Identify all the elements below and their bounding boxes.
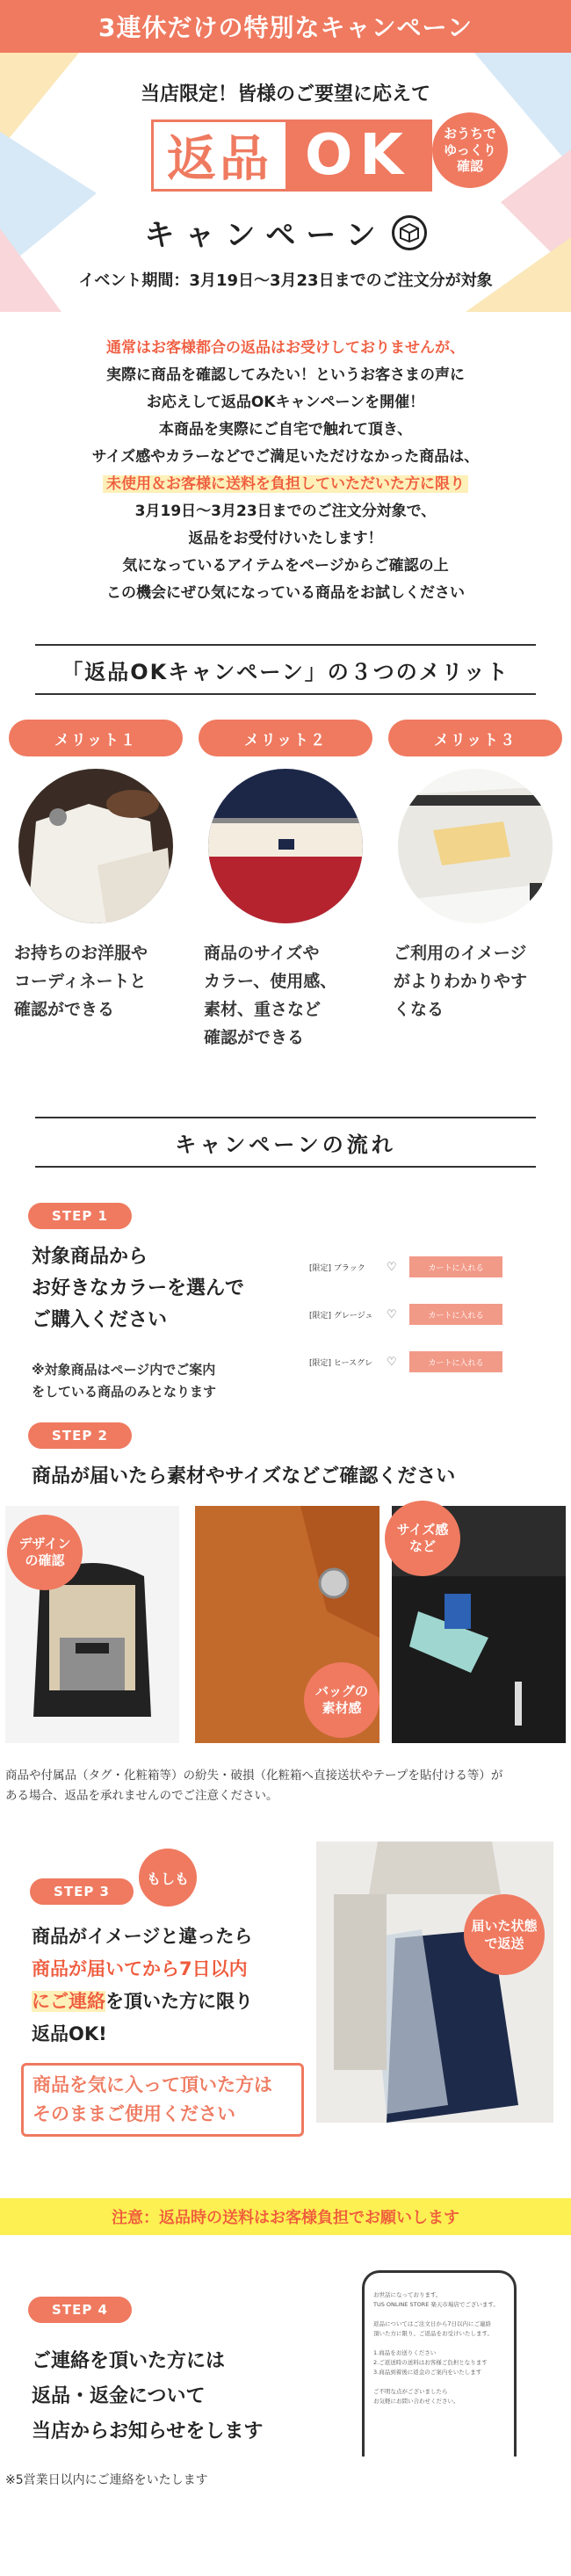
outfit-photo bbox=[18, 769, 173, 923]
note-line: をしている商品のみとなります bbox=[32, 1384, 217, 1400]
step-label: STEP 1 bbox=[28, 1203, 132, 1229]
product-photos bbox=[0, 1506, 571, 1748]
intro-line: 返品をお受付けいたします！ bbox=[188, 530, 383, 547]
phone-message-mockup bbox=[362, 2270, 517, 2457]
phone-line: お気軽にお問い合わせください。 bbox=[373, 2398, 459, 2405]
intro-line: 通常はお客様都合の返品はお受けしておりませんが、 bbox=[106, 339, 465, 357]
merit-description bbox=[199, 939, 372, 1052]
add-to-cart-button[interactable]: カートに入れる bbox=[409, 1351, 502, 1372]
intro-line: お応えして返品OKキャンペーンを開催！ bbox=[146, 394, 425, 411]
package-icon bbox=[392, 215, 427, 250]
step-line: 返品OK! bbox=[32, 2023, 107, 2044]
merit-line: 商品のサイズや bbox=[204, 944, 320, 963]
merit-line: お持ちのお洋服や bbox=[14, 944, 148, 963]
phone-line: 3.商品到着後に返金のご案内をいたします bbox=[373, 2369, 482, 2376]
merit-description bbox=[9, 939, 183, 1024]
heart-icon[interactable]: ♡ bbox=[387, 1355, 397, 1369]
step-description bbox=[32, 1921, 253, 2051]
intro-line: 本商品を実際にご自宅で触れて頂き、 bbox=[158, 421, 413, 438]
badge-line: バッグの bbox=[314, 1682, 368, 1699]
material-badge bbox=[304, 1662, 379, 1738]
step-line: 当店からお知らせをします bbox=[32, 2420, 264, 2442]
merit-line: 確認ができる bbox=[14, 1000, 115, 1019]
phone-line: 返品についてはご注文日から7日以内にご連絡 bbox=[373, 2320, 492, 2327]
return-caution-note bbox=[0, 1748, 571, 1806]
shipping-warning: 注意：返品時の送料はお客様負担でお願いします bbox=[0, 2198, 571, 2235]
step-line: ご購入ください bbox=[32, 1309, 168, 1331]
merit-line: 確認ができる bbox=[204, 1028, 305, 1047]
flow-title: キャンペーンの流れ bbox=[35, 1117, 536, 1168]
phone-line: ご不明な点がございましたら bbox=[373, 2388, 448, 2395]
intro-line: この機会にぜひ気になっている商品をお試しください bbox=[106, 584, 465, 602]
badge-line: 届いた状態 bbox=[471, 1917, 538, 1934]
contact-timing-note: ※5営業日以内にご連絡をいたします bbox=[5, 2473, 208, 2487]
phone-line: 2.ご返送時の送料はお客様ご負担となります bbox=[373, 2359, 488, 2366]
step-line: 対象商品から bbox=[32, 1246, 148, 1268]
intro-line: 3月19日〜3月23日までのご注文分対象で、 bbox=[134, 503, 437, 520]
badge-line: デザイン bbox=[18, 1535, 71, 1552]
merit-line: カラー、使用感、 bbox=[204, 972, 337, 991]
hero-subtitle: 当店限定！皆様のご要望に応えて bbox=[140, 83, 430, 105]
step-label: STEP 4 bbox=[28, 2297, 132, 2323]
merit-card bbox=[388, 720, 562, 1052]
home-check-badge bbox=[432, 112, 508, 188]
merit-line: ご利用のイメージ bbox=[394, 944, 527, 963]
hero-campaign bbox=[0, 211, 571, 254]
color-option-row bbox=[309, 1303, 502, 1326]
badge-line: 素材感 bbox=[322, 1700, 362, 1716]
hero-logo bbox=[151, 119, 432, 192]
step-line: を頂いた方に限り bbox=[105, 1991, 253, 2012]
moshi-badge: もしも bbox=[139, 1849, 197, 1907]
merit-list bbox=[0, 695, 571, 1052]
step-note bbox=[32, 1359, 216, 1403]
badge-line: サイズ感 bbox=[396, 1521, 449, 1538]
color-name: [限定] グレージュ bbox=[309, 1311, 373, 1321]
badge-line: で返送 bbox=[484, 1936, 524, 1951]
heart-icon[interactable]: ♡ bbox=[387, 1307, 397, 1321]
step-description bbox=[32, 2344, 263, 2449]
phone-line: お世話になっております。 bbox=[373, 2291, 442, 2298]
size-badge bbox=[385, 1501, 460, 1576]
merit-card bbox=[199, 720, 372, 1052]
banner-title: 3連休だけの特別なキャンペーン bbox=[98, 13, 473, 42]
bag-detail-photo bbox=[208, 769, 363, 923]
color-option-row bbox=[309, 1255, 502, 1278]
phone-line bbox=[373, 2339, 505, 2348]
merit-label: メリット１ bbox=[9, 720, 183, 756]
badge-line: 確認 bbox=[456, 158, 483, 175]
intro-line: 実際に商品を確認してみたい！というお客さまの声に bbox=[106, 366, 465, 384]
merit-line: 素材、重さなど bbox=[204, 1000, 322, 1019]
packed-bag-photo bbox=[316, 1842, 553, 2123]
badge-line: など bbox=[408, 1538, 436, 1554]
step-1 bbox=[0, 1168, 571, 1422]
step-line: 商品が届いてから7日以内 bbox=[32, 1958, 248, 1979]
step-line: ご連絡を頂いた方には bbox=[32, 2350, 226, 2372]
step-line: 商品がイメージと違ったら bbox=[32, 1926, 253, 1947]
merit-line: がよりわかりやす bbox=[394, 972, 528, 991]
badge-line: ゆっくり bbox=[444, 141, 496, 158]
merit-description bbox=[388, 939, 562, 1024]
hero-title-left: 返品 bbox=[154, 122, 286, 189]
merit-line: コーディネートと bbox=[14, 972, 147, 991]
phone-line: TUS ONLINE STORE 楽天市場店でございます。 bbox=[373, 2301, 499, 2308]
intro-line: 気になっているアイテムをページからご確認の上 bbox=[122, 557, 449, 575]
merit-label: メリット３ bbox=[388, 720, 562, 756]
merit-label: メリット２ bbox=[199, 720, 372, 756]
step-line: お好きなカラーを選んで bbox=[32, 1277, 245, 1299]
intro-text bbox=[0, 312, 571, 607]
color-name: [限定] ブラック bbox=[309, 1263, 365, 1273]
badge-line: おうちで bbox=[444, 125, 496, 141]
campaign-word: キャンペーン bbox=[144, 218, 387, 253]
color-options bbox=[309, 1255, 502, 1398]
step-2 bbox=[0, 1422, 571, 1806]
hero-title-right: OK bbox=[286, 122, 430, 189]
merit-card bbox=[9, 720, 183, 1052]
note-line: 商品や付属品（タグ・化粧箱等）の紛失・破損（化粧箱へ直接送状やテープを貼付ける等）が bbox=[5, 1769, 503, 1783]
return-as-received-badge bbox=[464, 1894, 545, 1975]
merit-line: くなる bbox=[394, 1000, 445, 1019]
step-line: 返品・返金について bbox=[32, 2385, 206, 2407]
heart-icon[interactable]: ♡ bbox=[387, 1260, 397, 1274]
keep-item-message bbox=[21, 2063, 304, 2137]
campaign-banner bbox=[0, 0, 571, 53]
step-3 bbox=[0, 1842, 571, 2193]
step-highlight: にご連絡 bbox=[32, 1991, 105, 2012]
box-line: そのままご使用ください bbox=[33, 2103, 235, 2124]
hero bbox=[0, 53, 571, 312]
design-badge bbox=[7, 1515, 83, 1590]
badge-line: の確認 bbox=[25, 1552, 65, 1568]
merits-title: 「返品OKキャンペーン」の３つのメリット bbox=[35, 644, 536, 695]
note-line: ※対象商品はページ内でご案内 bbox=[32, 1362, 216, 1378]
add-to-cart-button[interactable]: カートに入れる bbox=[409, 1304, 502, 1325]
phone-line bbox=[373, 2310, 505, 2319]
add-to-cart-button[interactable]: カートに入れる bbox=[409, 1256, 502, 1277]
step-label: STEP 2 bbox=[28, 1422, 132, 1449]
phone-line: 頂いた方に限り、ご返品をお受けいたします。 bbox=[373, 2330, 493, 2337]
pouch-photo bbox=[398, 769, 553, 923]
intro-line: サイズ感やカラーなどでご満足いただけなかった商品は、 bbox=[91, 448, 480, 466]
phone-line: 1.商品をお送りください bbox=[373, 2349, 437, 2356]
intro-highlight: 未使用＆お客様に送料を負担していただいた方に限り bbox=[103, 475, 468, 493]
note-line: ある場合、返品を承れませんのでご注意ください。 bbox=[5, 1789, 278, 1803]
step-description bbox=[32, 1241, 244, 1336]
box-line: 商品を気に入って頂いた方は bbox=[33, 2074, 272, 2095]
step-label: STEP 3 bbox=[30, 1878, 134, 1905]
color-option-row bbox=[309, 1350, 502, 1373]
color-name: [限定] ヒースグレ bbox=[309, 1358, 373, 1368]
phone-line bbox=[373, 2377, 505, 2387]
step-4 bbox=[0, 2284, 571, 2495]
event-period: イベント期間：3月19日〜3月23日までのご注文分が対象 bbox=[78, 271, 493, 290]
step-heading: 商品が届いたら素材やサイズなどご確認ください bbox=[32, 1465, 456, 1487]
